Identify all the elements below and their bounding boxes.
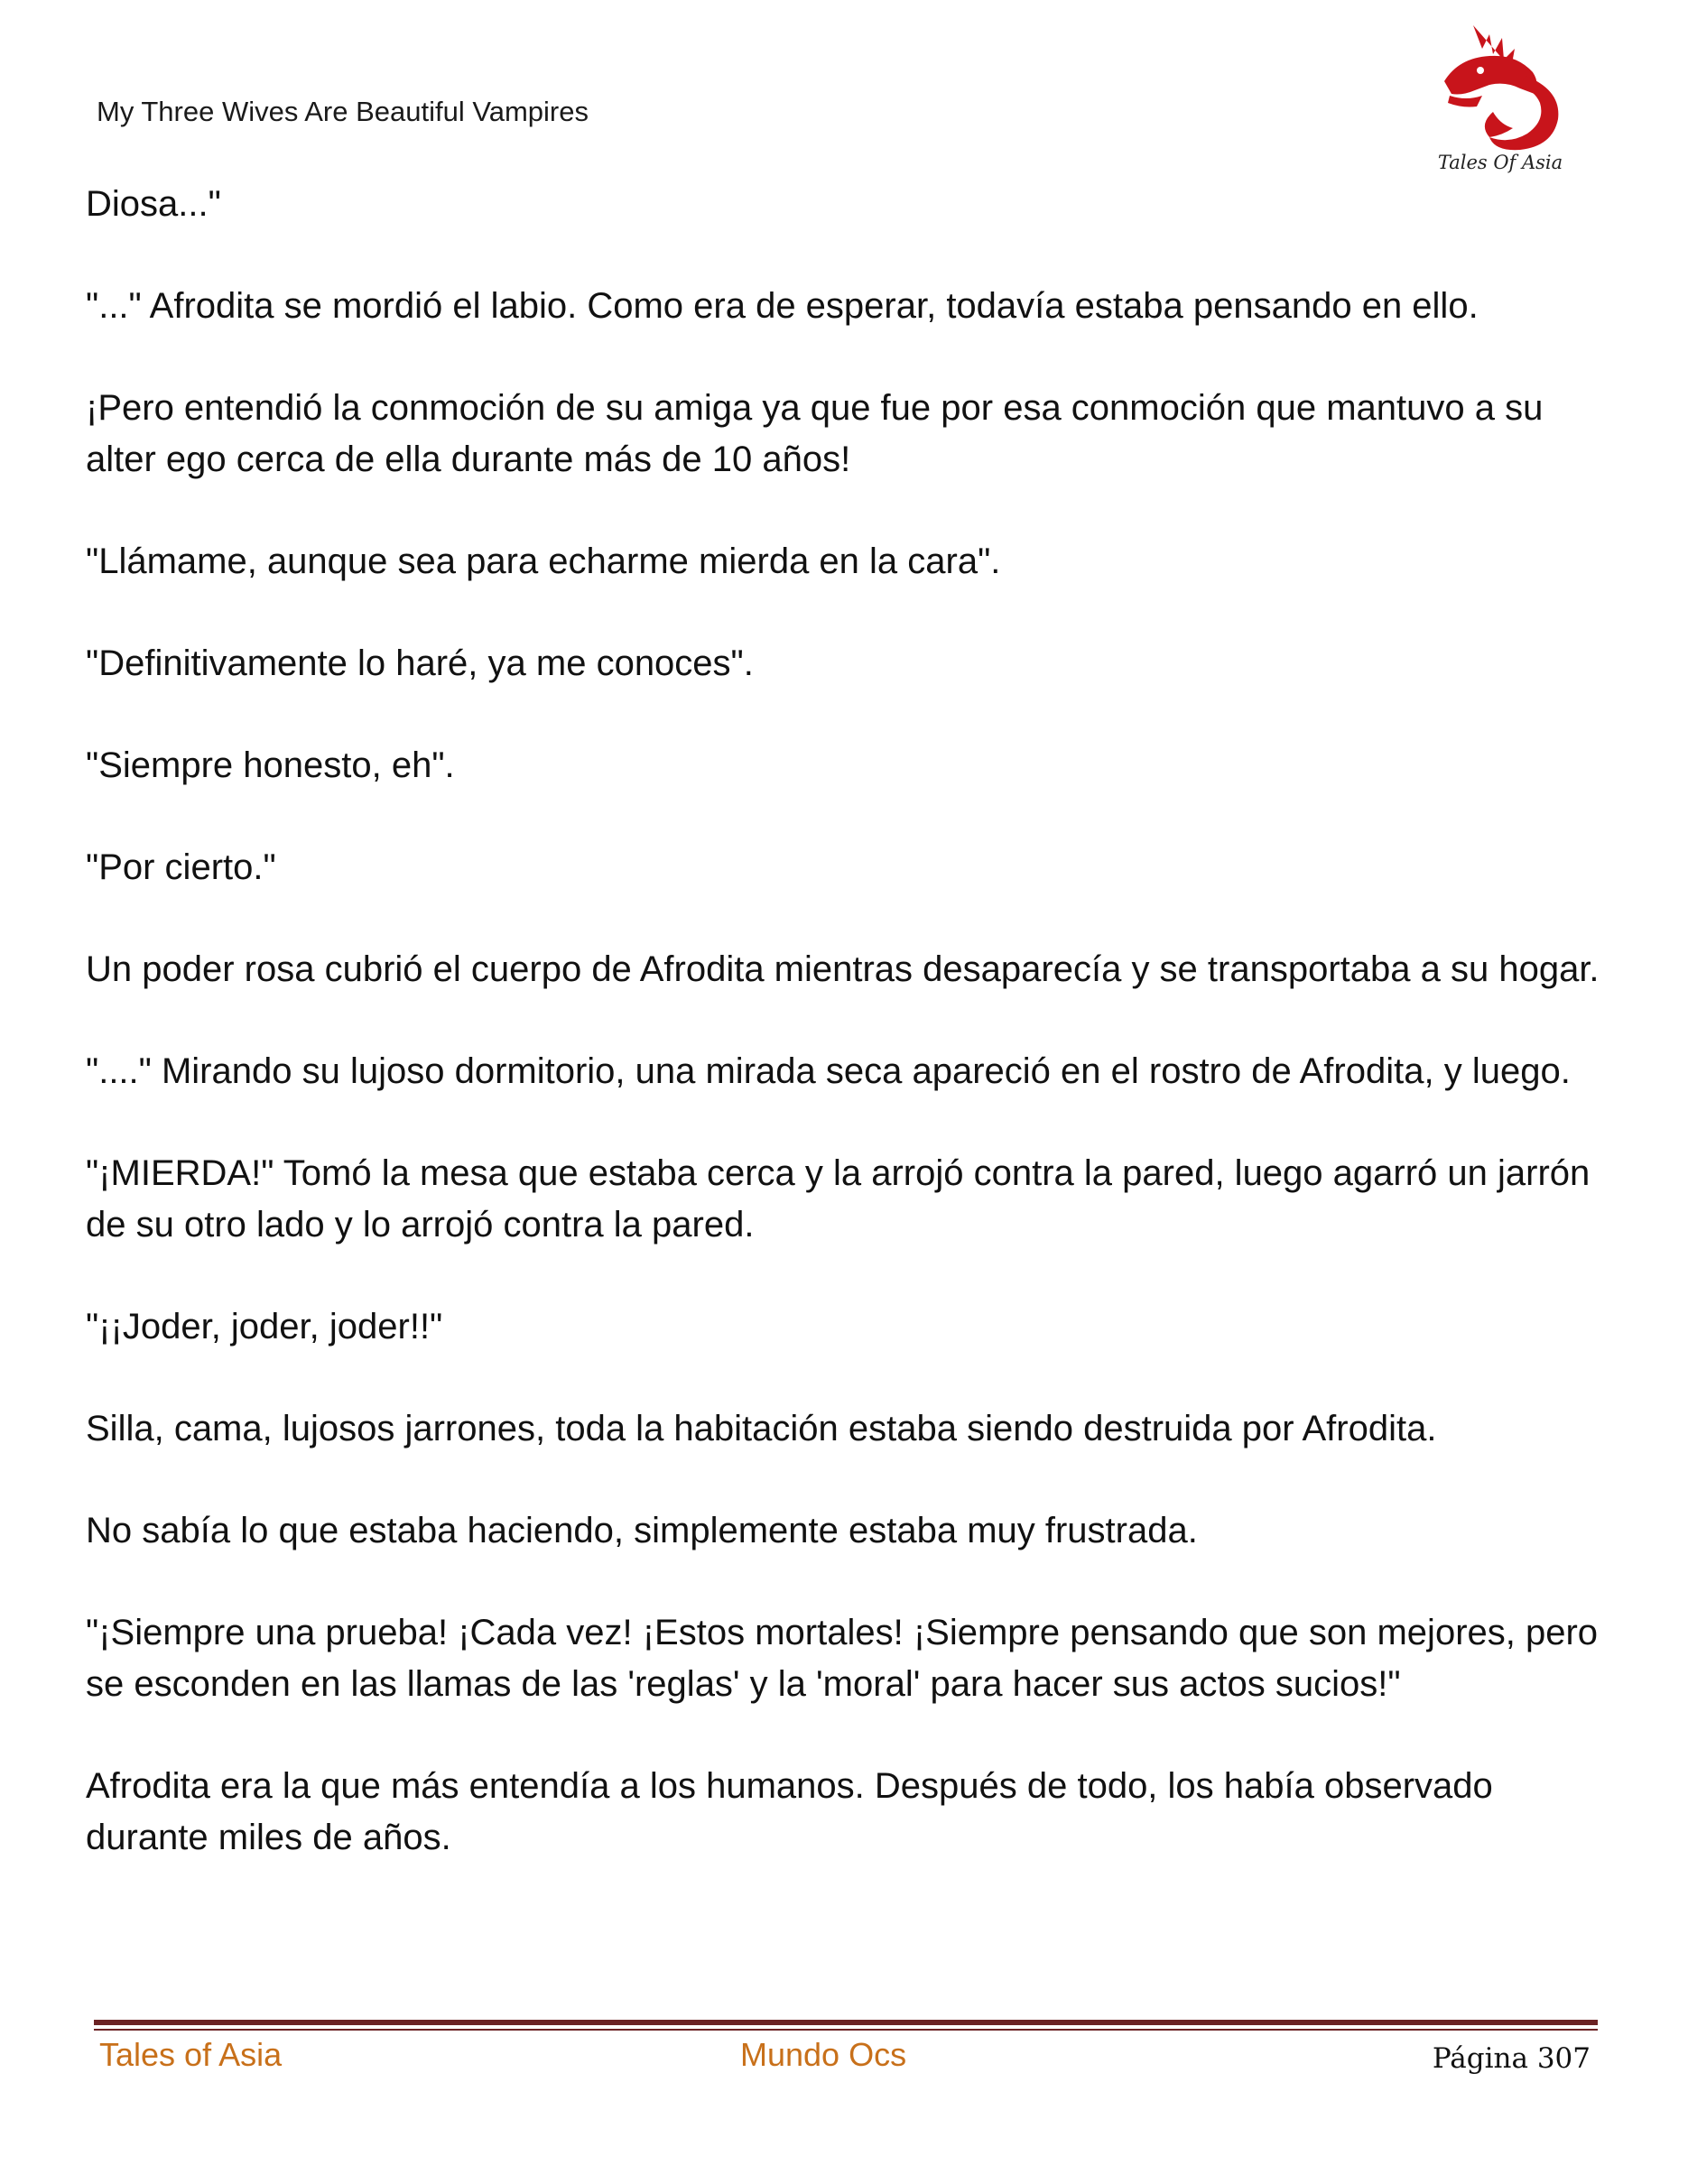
paragraph: "..." Afrodita se mordió el labio. Como era de esperar, todavía estaba pensando en ello. xyxy=(86,286,1479,326)
header-title: My Three Wives Are Beautiful Vampires xyxy=(97,96,589,127)
paragraph: Un poder rosa cubrió el cuerpo de Afrodita mientras desaparecía y se transportaba a su hogar. xyxy=(86,949,1600,989)
paragraph: Silla, cama, lujosos jarrones, toda la habitación estaba siendo destruida por Afrodita. xyxy=(86,1409,1437,1448)
footer-rule xyxy=(94,2020,1598,2025)
paragraph: "¡Siempre una prueba! ¡Cada vez! ¡Estos mortales! ¡Siempre pensando que son mejores, pero se esconden en las llamas de las 'reglas' y la 'moral' para hacer sus actos sucios!" xyxy=(86,1613,1599,1704)
footer-rule-thin xyxy=(94,2029,1598,2031)
body-text xyxy=(86,179,1620,1914)
paragraph: "Por cierto." xyxy=(86,847,276,887)
paragraph: "Definitivamente lo haré, ya me conoces". xyxy=(86,643,754,683)
paragraph: "¡MIERDA!" Tomó la mesa que estaba cerca y la arrojó contra la pared, luego agarró un jarrón de su otro lado y lo arrojó contra la pared. xyxy=(86,1153,1591,1245)
logo-text: Tales Of Asia xyxy=(1437,152,1563,173)
paragraph: "¡¡Joder, joder, joder!!" xyxy=(86,1307,443,1346)
paragraph: Afrodita era la que más entendía a los humanos. Después de todo, los había observado durante miles de años. xyxy=(86,1766,1493,1857)
paragraph: "Siempre honesto, eh". xyxy=(86,745,455,785)
paragraph: ¡Pero entendió la conmoción de su amiga ya que fue por esa conmoción que mantuvo a su alter ego cerca de ella durante más de 10 años! xyxy=(86,388,1544,479)
paragraph: "Llámame, aunque sea para echarme mierda en la cara". xyxy=(86,541,1001,581)
paragraph: Diosa..." xyxy=(86,184,221,224)
page-number: Página 307 xyxy=(1432,2042,1591,2075)
paragraph: No sabía lo que estaba haciendo, simplemente estaba muy frustrada. xyxy=(86,1511,1198,1550)
footer-site-name: Tales of Asia xyxy=(99,2036,283,2073)
footer-section-name: Mundo Ocs xyxy=(740,2036,907,2073)
tales-of-asia-logo xyxy=(1426,18,1571,182)
paragraph: "...." Mirando su lujoso dormitorio, una mirada seca apareció en el rostro de Afrodita, y luego. xyxy=(86,1051,1571,1091)
dragon-icon xyxy=(1426,18,1571,153)
